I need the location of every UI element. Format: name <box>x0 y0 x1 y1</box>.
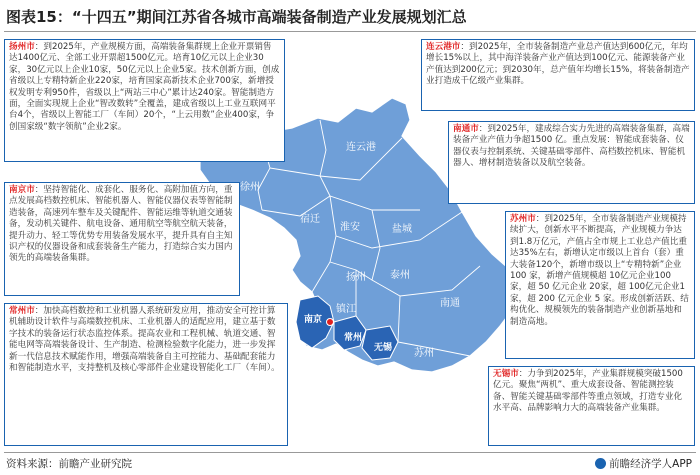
callout-text-yangzhou: ：到2025年，产业规模方面，高端装备集群规上企业开票销售达1400亿元、全部工业开票超1500亿元。培育10亿元以上企业30家，30亿元以上企业10家，50亿元以上企业5家。技术创新方面，创成省级以上专精特新企业220家，培育国家高新技术企业700家，新增授权发明专利950件，省级以上“两站三中心”累计达240家。智能制造方面，全面实现规上企业“智改数转”全覆盖，建成省级以上工业互联网平台4个，省级以上智能工厂（车间）20个，“上云用数”企业400家，争创国家级“数字领航”企业2家。 <box>9 42 280 132</box>
map-label-suzhou: 苏州 <box>414 348 434 359</box>
map-label-yancheng: 盐城 <box>392 224 412 235</box>
callout-city-lianyungang: 连云港市 <box>426 42 461 52</box>
footer-divider <box>4 452 696 453</box>
callout-wuxi <box>488 366 695 446</box>
callout-city-wuxi: 无锡市 <box>493 369 519 379</box>
source-note: 资料来源：前瞻产业研究院 <box>6 458 132 470</box>
nanjing-marker <box>327 319 334 326</box>
map-label-nantong: 南通 <box>440 298 460 309</box>
callout-city-changzhou: 常州市 <box>9 306 35 316</box>
map-label-nanjing: 南京 <box>304 315 323 325</box>
callout-city-nanjing: 南京市 <box>9 185 35 195</box>
callout-city-nantong: 南通市 <box>453 124 479 134</box>
callout-text-nantong: ：到2025年，建成综合实力先进的高端装备集群，高端装备产业产值力争超1500 亿。重点发展：智能成套装备、仪器仪表与控制系统、关键基础零部件、高档数控机床、智能机器人、增材制造装备以及航空装备。 <box>453 124 690 169</box>
map-label-huaian: 淮安 <box>340 222 360 233</box>
callout-city-yangzhou: 扬州市 <box>9 42 35 52</box>
map-label-suqian: 宿迁 <box>300 214 320 225</box>
map-label-yangzhou: 扬州 <box>346 272 366 283</box>
chart-title: 图表15：“十四五”期间江苏省各城市高端装备制造产业发展规划汇总 <box>6 8 467 26</box>
callout-nanjing <box>4 182 240 296</box>
callout-text-nanjing: ：坚持智能化、成套化、服务化、高附加值方向，重点发展高档数控机床、智能机器人、智能仪器仪表等智能制造装备，高速列车整车及关键配件、智能运维等轨道交通装备，发动机关键件、航电设备、通用航空等航空航天装备，提升动力、轻工等优势专用装备发展水平，提升具有自主知识产权的仪器设备和成套装备生产能力，打造综合实力国内领先的高端装备集群。 <box>9 185 233 264</box>
callout-lianyungang <box>421 39 695 111</box>
brand-logo-icon <box>595 458 606 469</box>
callout-nantong <box>448 121 695 204</box>
callout-text-wuxi: ：力争到2025年，产业集群规模突破1500亿元。聚焦“两机”、重大成套设备、智能测控装备、智能关键基础零部件等重点领域，打造专业化水平高、品牌影响力大的高端装备产业集群。 <box>493 369 683 414</box>
brand-footer <box>595 456 692 471</box>
callout-yangzhou <box>4 39 285 162</box>
callout-text-lianyungang: ：到2025年，全市装备制造产业总产值达到600亿元，年均增长15%以上，其中海洋装备产业产值达到100亿元、能源装备产业产值达到200亿元；到2030年，总产值年均增长15%，将装备制造产业打造成千亿级产业集群。 <box>426 42 690 87</box>
map-label-zhenjiang: 镇江 <box>336 304 356 315</box>
map-label-changzhou: 常州 <box>344 333 363 343</box>
callout-city-suzhou: 苏州市 <box>510 214 536 224</box>
callout-suzhou <box>505 211 695 359</box>
brand-name: 前瞻经济学人APP <box>609 458 692 470</box>
callout-text-suzhou: ：到2025年，全市装备制造产业规模持续扩大，创新水平不断提高，产业规模力争达到1.8万亿元，产值占全市规上工业总产值比重达35%左右，新增认定市级以上首台（套）重大装备120个，新增市级以上“专精特新”企业100 家，新增产值规模超 10亿元企业100 家，超 50 亿元企业 20家，超 100亿元企业1 家，超 200 亿元企业 5 家。形成创新活跃、结构优化、规模领先的装备制造产业创新基地和制造高地。 <box>510 214 689 327</box>
callout-changzhou <box>4 303 288 446</box>
map-label-wuxi: 无锡 <box>374 343 393 353</box>
map-label-xuzhou: 徐州 <box>240 182 260 193</box>
callout-text-changzhou: ：加快高档数控和工业机器人系统研发应用，推动安全可控计算机辅助设计软件与高端数控机床、工业机器人的适配应用，建立基于数字技术的装备运行状态监控体系。提高农业和工程机械、轨道交通、智能电网等高端装备设计、生产制造、检测检验数字化能力，进一步发挥新一代信息技术赋能作用，增强高端装备自主可控能力、基础配套能力和智能制造水平，支持整机及核心零部件企业建设智能化工厂（车间）。 <box>9 306 280 374</box>
map-label-lianyungang: 连云港 <box>346 142 376 153</box>
map-label-taizhou: 泰州 <box>390 270 410 281</box>
